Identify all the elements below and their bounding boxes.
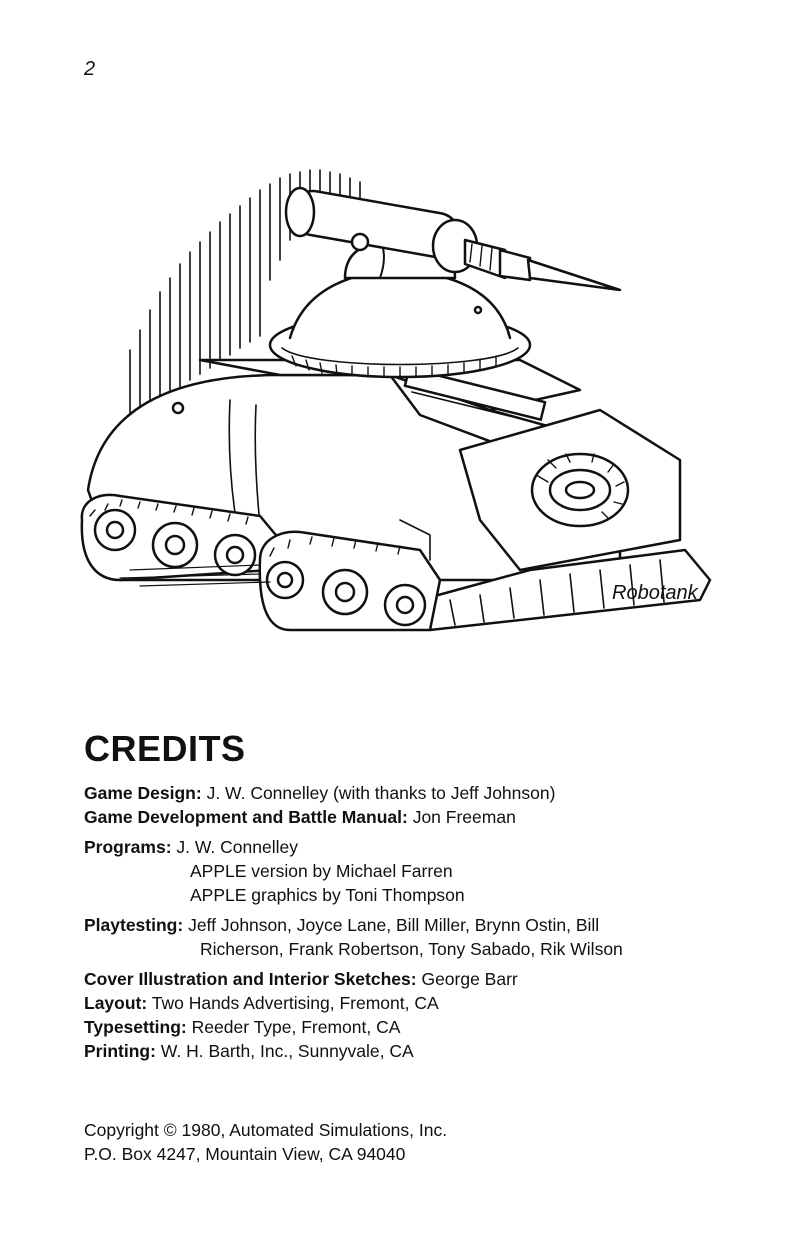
credit-label: Cover Illustration and Interior Sketches: — [84, 969, 417, 989]
credits-heading: CREDITS — [84, 728, 246, 769]
credit-label: Printing: — [84, 1041, 156, 1061]
credit-value: Jeff Johnson, Joyce Lane, Bill Miller, Brynn Ostin, Bill — [188, 915, 600, 935]
illustration-caption: Robotank — [612, 582, 698, 604]
credit-value: Richerson, Frank Robertson, Tony Sabado, Rik Wilson — [200, 939, 623, 959]
credit-programs — [84, 835, 734, 907]
credit-layout — [84, 991, 734, 1015]
credit-value: Two Hands Advertising, Fremont, CA — [151, 993, 439, 1013]
copyright-block — [84, 1118, 447, 1166]
credit-value: J. W. Connelley — [176, 837, 298, 857]
credit-printing — [84, 1039, 734, 1063]
credit-game-development — [84, 805, 734, 829]
credit-value: W. H. Barth, Inc., Sunnyvale, CA — [160, 1041, 414, 1061]
credit-playtesting — [84, 913, 734, 961]
credit-label: Layout: — [84, 993, 148, 1013]
copyright-line: Copyright © 1980, Automated Simulations, Inc. — [84, 1120, 448, 1140]
page-number: 2 — [84, 58, 96, 80]
address-line: P.O. Box 4247, Mountain View, CA 94040 — [84, 1144, 406, 1164]
credit-value: George Barr — [421, 969, 518, 989]
credit-label: Playtesting: — [84, 915, 184, 935]
credits-list — [84, 781, 734, 1063]
credit-label: Typesetting: — [84, 1017, 187, 1037]
credit-value: APPLE graphics by Toni Thompson — [190, 885, 465, 905]
credit-typesetting — [84, 1015, 734, 1039]
credit-game-design — [84, 781, 734, 805]
credit-value: J. W. Connelley (with thanks to Jeff Johnson) — [206, 783, 556, 803]
credit-value: Reeder Type, Fremont, CA — [191, 1017, 401, 1037]
credit-label: Programs: — [84, 837, 172, 857]
credit-label: Game Design: — [84, 783, 202, 803]
credit-cover-illustration — [84, 967, 734, 991]
credit-value: APPLE version by Michael Farren — [190, 861, 453, 881]
credit-value: Jon Freeman — [412, 807, 516, 827]
credit-label: Game Development and Battle Manual: — [84, 807, 408, 827]
